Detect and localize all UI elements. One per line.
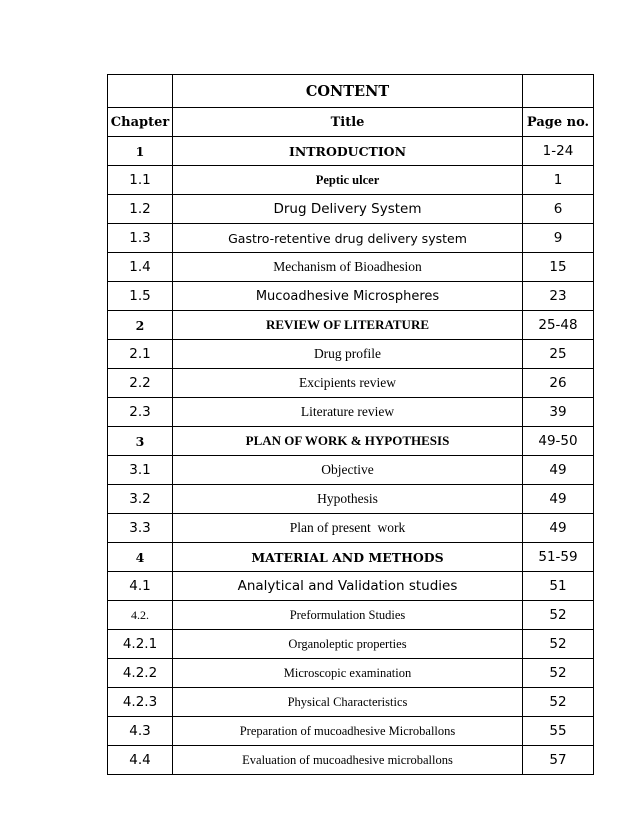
page-cell: 52 <box>523 630 594 659</box>
chapter-cell: 1.3 <box>108 224 173 253</box>
page-cell: 49 <box>523 456 594 485</box>
title-cell: Literature review <box>173 398 523 427</box>
table-row <box>108 717 594 746</box>
table-row <box>108 630 594 659</box>
table-row <box>108 369 594 398</box>
table-row <box>108 427 594 456</box>
content-heading: CONTENT <box>173 75 523 108</box>
table-row <box>108 166 594 195</box>
chapter-cell: 4.4 <box>108 746 173 775</box>
table-row <box>108 485 594 514</box>
contents-table <box>107 74 594 775</box>
table-row <box>108 543 594 572</box>
page-cell: 26 <box>523 369 594 398</box>
table-row <box>108 253 594 282</box>
page-cell: 52 <box>523 659 594 688</box>
page-cell: 6 <box>523 195 594 224</box>
chapter-cell: 1.1 <box>108 166 173 195</box>
title-cell: Peptic ulcer <box>173 166 523 195</box>
table-row <box>108 195 594 224</box>
page-cell: 52 <box>523 601 594 630</box>
table-row <box>108 688 594 717</box>
page-cell: 49 <box>523 514 594 543</box>
page-cell: 25 <box>523 340 594 369</box>
title-cell: Preformulation Studies <box>173 601 523 630</box>
title-cell: Drug profile <box>173 340 523 369</box>
empty-cell <box>523 75 594 108</box>
page-cell: 23 <box>523 282 594 311</box>
title-cell: REVIEW OF LITERATURE <box>173 311 523 340</box>
chapter-cell: 4 <box>108 543 173 572</box>
title-cell: Drug Delivery System <box>173 195 523 224</box>
title-row <box>108 75 594 108</box>
empty-cell <box>108 75 173 108</box>
title-cell: Objective <box>173 456 523 485</box>
chapter-cell: 4.2. <box>108 601 173 630</box>
table-row <box>108 224 594 253</box>
page-cell: 52 <box>523 688 594 717</box>
chapter-cell: 4.2.3 <box>108 688 173 717</box>
column-header-row <box>108 108 594 137</box>
page-cell: 1-24 <box>523 137 594 166</box>
title-cell: Microscopic examination <box>173 659 523 688</box>
chapter-cell: 4.3 <box>108 717 173 746</box>
chapter-cell: 2.2 <box>108 369 173 398</box>
title-cell: INTRODUCTION <box>173 137 523 166</box>
chapter-cell: 3.3 <box>108 514 173 543</box>
table-row <box>108 340 594 369</box>
title-cell: Evaluation of mucoadhesive microballons <box>173 746 523 775</box>
title-cell: PLAN OF WORK & HYPOTHESIS <box>173 427 523 456</box>
chapter-cell: 1.2 <box>108 195 173 224</box>
table-row <box>108 572 594 601</box>
table-row <box>108 659 594 688</box>
table-row <box>108 311 594 340</box>
page-cell: 55 <box>523 717 594 746</box>
page-cell: 15 <box>523 253 594 282</box>
table-row <box>108 398 594 427</box>
chapter-cell: 2.1 <box>108 340 173 369</box>
title-cell: Physical Characteristics <box>173 688 523 717</box>
title-cell: Mechanism of Bioadhesion <box>173 253 523 282</box>
chapter-cell: 1 <box>108 137 173 166</box>
title-cell: Organoleptic properties <box>173 630 523 659</box>
chapter-cell: 3.1 <box>108 456 173 485</box>
page-cell: 1 <box>523 166 594 195</box>
title-cell: Excipients review <box>173 369 523 398</box>
page-cell: 57 <box>523 746 594 775</box>
title-cell: Hypothesis <box>173 485 523 514</box>
table-row <box>108 601 594 630</box>
page-cell: 39 <box>523 398 594 427</box>
page-cell: 51-59 <box>523 543 594 572</box>
chapter-cell: 3 <box>108 427 173 456</box>
chapter-cell: 1.4 <box>108 253 173 282</box>
table-row <box>108 282 594 311</box>
chapter-cell: 4.1 <box>108 572 173 601</box>
table-row <box>108 137 594 166</box>
title-cell: MATERIAL AND METHODS <box>173 543 523 572</box>
page-cell: 25-48 <box>523 311 594 340</box>
page-cell: 49 <box>523 485 594 514</box>
title-cell: Gastro-retentive drug delivery system <box>173 224 523 253</box>
chapter-cell: 3.2 <box>108 485 173 514</box>
title-cell: Analytical and Validation studies <box>173 572 523 601</box>
title-cell: Mucoadhesive Microspheres <box>173 282 523 311</box>
page-cell: 49-50 <box>523 427 594 456</box>
table-row <box>108 746 594 775</box>
page-column-header: Page no. <box>523 108 594 137</box>
title-column-header: Title <box>173 108 523 137</box>
title-cell: Preparation of mucoadhesive Microballons <box>173 717 523 746</box>
table-row <box>108 514 594 543</box>
chapter-cell: 4.2.1 <box>108 630 173 659</box>
page-cell: 51 <box>523 572 594 601</box>
chapter-column-header: Chapter <box>108 108 173 137</box>
table-row <box>108 456 594 485</box>
chapter-cell: 1.5 <box>108 282 173 311</box>
title-cell: Plan of present work <box>173 514 523 543</box>
chapter-cell: 2 <box>108 311 173 340</box>
page-cell: 9 <box>523 224 594 253</box>
chapter-cell: 4.2.2 <box>108 659 173 688</box>
chapter-cell: 2.3 <box>108 398 173 427</box>
